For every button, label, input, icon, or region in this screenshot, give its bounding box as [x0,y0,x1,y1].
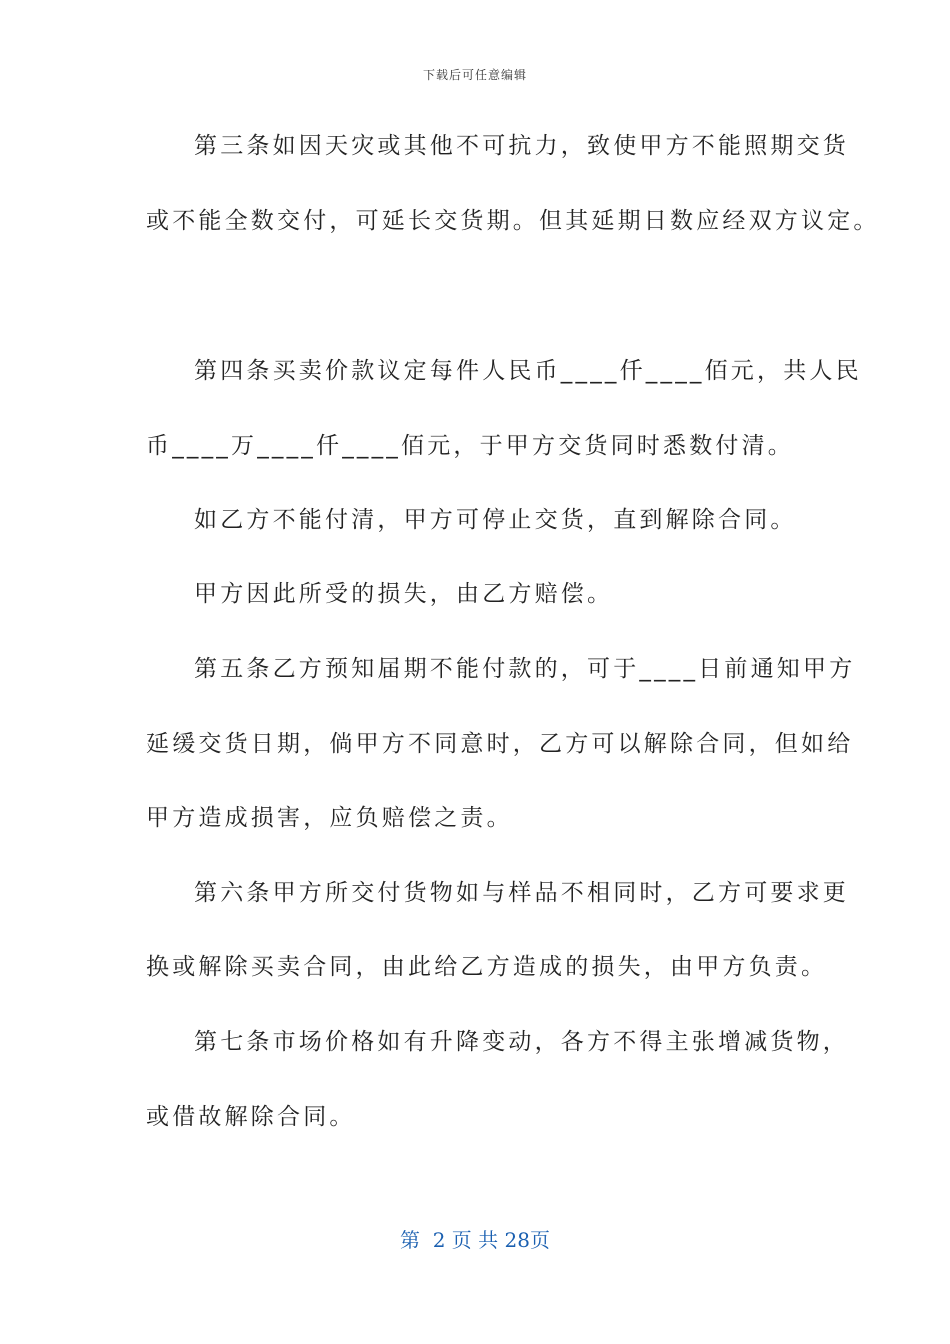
header-note: 下载后可任意编辑 [422,68,527,82]
paragraph-line: 第六条甲方所交付货物如与样品不相同时，乙方可要求更 [194,880,849,906]
page-number: 第 2 页 共 28页 [400,1228,550,1252]
paragraph-line: 币____万____仟____佰元，于甲方交货同时悉数付清。 [146,433,794,459]
paragraph-line: 第四条买卖价款议定每件人民币____仟____佰元，共人民 [194,358,862,384]
paragraph-line: 如乙方不能付清，甲方可停止交货，直到解除合同。 [194,507,797,533]
paragraph-line: 第七条市场价格如有升降变动，各方不得主张增减货物， [194,1029,849,1055]
paragraph-line: 延缓交货日期，倘甲方不同意时，乙方可以解除合同，但如给 [146,731,854,757]
paragraph-line: 第三条如因天灾或其他不可抗力，致使甲方不能照期交货 [194,133,849,159]
paragraph-line: 第五条乙方预知届期不能付款的，可于____日前通知甲方 [194,656,856,682]
paragraph-line: 或不能全数交付，可延长交货期。但其延期日数应经双方议定。 [146,208,880,234]
paragraph-line: 或借故解除合同。 [146,1104,356,1130]
paragraph-line: 甲方因此所受的损失，由乙方赔偿。 [194,581,614,607]
paragraph-line: 换或解除买卖合同，由此给乙方造成的损失，由甲方负责。 [146,954,828,980]
paragraph-line: 甲方造成损害，应负赔偿之责。 [146,805,513,831]
